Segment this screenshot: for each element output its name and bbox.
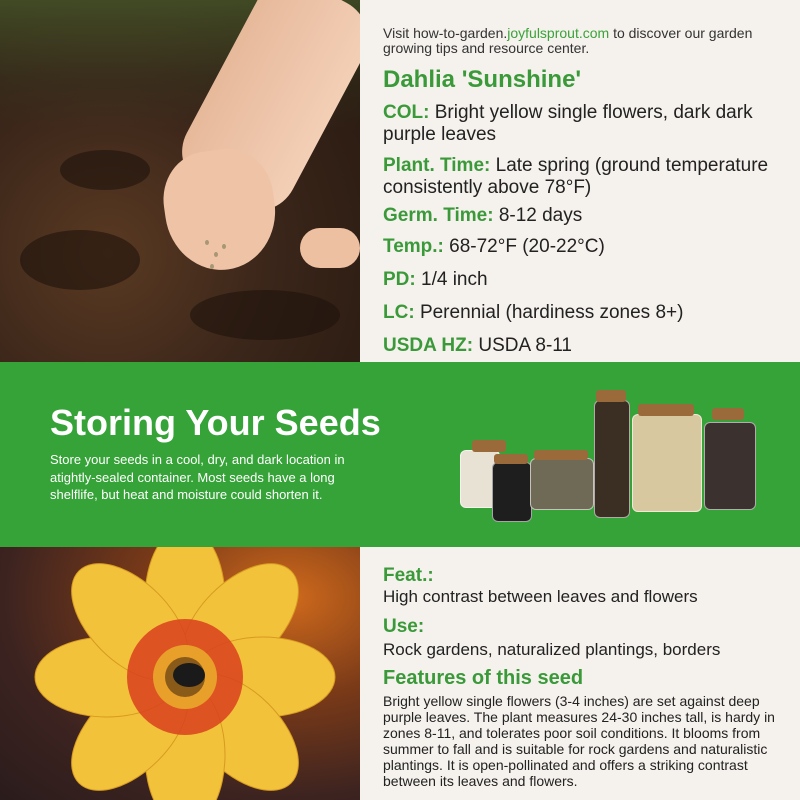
- seed: [210, 264, 214, 269]
- features-title: Features of this seed: [383, 667, 584, 689]
- jar: [530, 458, 594, 510]
- spec-life-cycle: [383, 302, 798, 324]
- jar-cork: [494, 454, 528, 464]
- spec-germ-time: [383, 205, 798, 227]
- spec-value: 1/4 inch: [421, 269, 488, 290]
- spec-label: LC:: [383, 302, 415, 323]
- site-link[interactable]: joyfulsprout.com: [507, 25, 610, 41]
- spec-temp: [383, 236, 798, 258]
- flower-illustration: [0, 547, 360, 800]
- use-value: Rock gardens, naturalized plantings, borders: [383, 640, 721, 659]
- storing-text: Store your seeds in a cool, dry, and dark location in atightly-sealed container. Most seeds have a long shelflife, but heat and moisture could shorten it.: [50, 452, 345, 502]
- soil-hand-photo: [0, 0, 360, 362]
- seed: [214, 252, 218, 257]
- spec-value: 68-72°F (20-22°C): [449, 236, 605, 257]
- spec-label: Plant. Time:: [383, 155, 491, 176]
- spec-planting-depth: [383, 269, 798, 291]
- spec-value: Bright yellow single flowers, dark dark purple leaves: [383, 102, 753, 145]
- use-label: Use:: [383, 616, 425, 637]
- seed: [222, 244, 226, 249]
- product-title: Dahlia 'Sunshine': [383, 66, 582, 93]
- soil-clump: [190, 290, 340, 340]
- spec-usda-zone: [383, 335, 798, 357]
- dahlia-flower-photo: [0, 547, 360, 800]
- feat-value: High contrast between leaves and flowers: [383, 587, 698, 606]
- spec-value: USDA 8-11: [478, 335, 572, 356]
- seed: [205, 240, 209, 245]
- storing-title: Storing Your Seeds: [50, 402, 381, 443]
- spec-color: [383, 102, 798, 146]
- spec-label: Germ. Time:: [383, 205, 494, 226]
- feat-label: Feat.:: [383, 565, 434, 586]
- jar: [594, 400, 630, 518]
- soil-clump: [60, 150, 150, 190]
- storing-section: [0, 362, 800, 547]
- fingers: [300, 228, 360, 268]
- jar-cork: [596, 390, 626, 402]
- jar: [492, 462, 532, 522]
- spec-label: Temp.:: [383, 236, 444, 257]
- visit-prefix: Visit how-to-garden.: [383, 25, 508, 41]
- jar: [632, 414, 702, 512]
- jar-cork: [712, 408, 744, 420]
- jar: [704, 422, 756, 510]
- spec-value: Perennial (hardiness zones 8+): [419, 302, 684, 323]
- spec-label: USDA HZ:: [383, 335, 474, 356]
- visit-suffix: to discover our garden growing tips and resource center.: [383, 25, 753, 56]
- spec-value: 8-12 days: [498, 205, 583, 226]
- jar-cork: [638, 404, 694, 416]
- soil-clump: [20, 230, 140, 290]
- spec-value: Late spring (ground temperature consistently above 78°F): [383, 155, 769, 198]
- visit-text: [383, 26, 783, 56]
- seed-details: [360, 547, 800, 800]
- jar-cork: [534, 450, 588, 460]
- spec-label: COL:: [383, 102, 430, 123]
- features-description: Bright yellow single flowers (3-4 inches) are set against deep purple leaves. The plant measures 24-30 inches tall, is hardy in zones 8-11, and tolerates poor soil conditions. It blooms from summer to fall and is suitable for rock gardens and naturalistic plantings. It is open-pollinated and offers a striking contrast between its leaves and flowers.: [383, 693, 775, 789]
- product-info: [360, 0, 800, 362]
- spec-label: PD:: [383, 269, 416, 290]
- jar-cork: [472, 440, 506, 452]
- spec-plant-time: [383, 155, 798, 199]
